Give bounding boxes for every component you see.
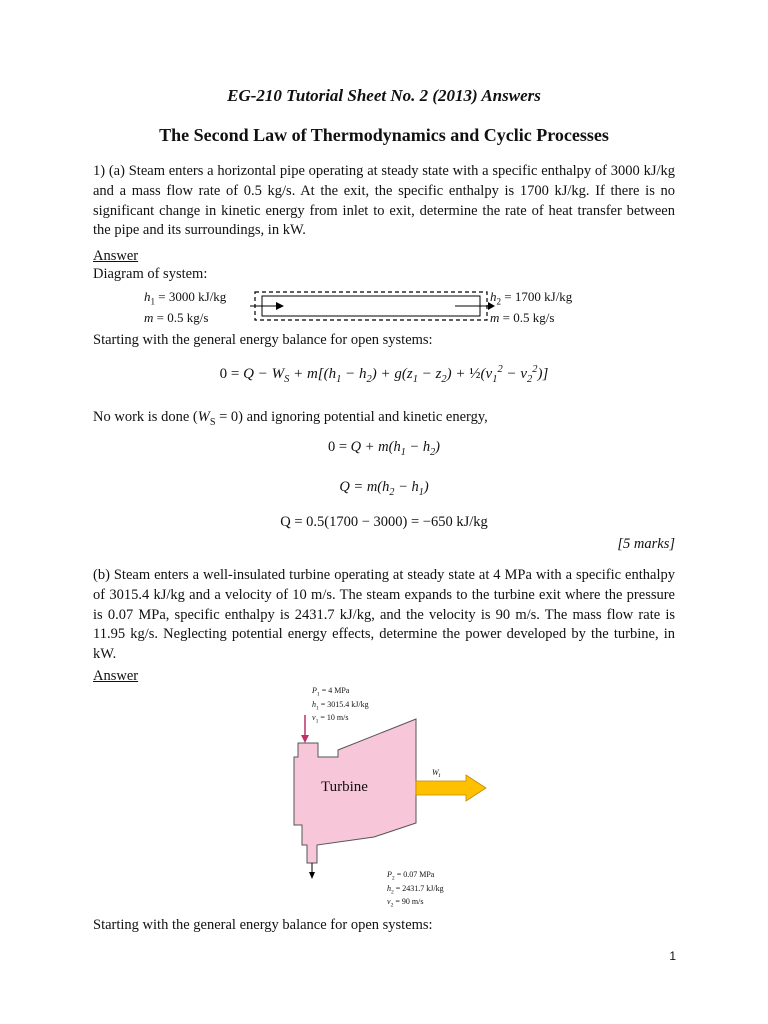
turbine-inlet-pressure: $P_1 = 4$ MPa [312,686,350,698]
equation-result: Q = 0.5(1700 − 3000) = −650 kJ/kg [280,514,488,530]
inlet-arrow-head [276,302,284,310]
question-1b: (b) Steam enters a well-insulated turbine operating at steady state at 4 MPa with a specific enthalpy of 3015.4 kJ/kg and a velocity of 10 m/s. The steam expands to the turbine exit where the pressure is 0.07 MPa, specific enthalpy is 2431.7 kJ/kg, and the velocity is 90 m/s. The mass flow rate is 11.95 kg/s. Neglecting potential energy effects, determine the power developed by the turbine, in kW. [93,567,675,663]
equation-general-energy-balance: $0 = Q - W_S + m[(h_1 - h_2) + g(z_1 - z_2)$ + $\frac{1}{2}(v_1^2 - v_2^2)$] [219,364,549,385]
pipe-outlet-massflow: m = 0.5 kg/s [490,309,555,325]
turbine-diagram [290,715,500,880]
turbine-outlet-labels [387,870,444,911]
turbine-inlet-velocity: $v_1 = 10$ m/s [312,713,349,725]
document-title: EG-210 Tutorial Sheet No. 2 (2013) Answers [227,86,541,105]
work-output-arrow [416,775,486,801]
pipe-outlet-labels [490,289,572,325]
turbine-inlet-arrow-head [301,735,309,743]
pipe-diagram [250,288,495,324]
pipe-body [262,296,480,316]
pipe-inlet-massflow: m = 0.5 kg/s [144,309,209,325]
equation-heat-rate: $Q = m(h_2 - h_1)$ [339,479,429,498]
turbine-outlet-pressure: $P_2 = 0.07$ MPa [387,870,435,882]
turbine-outlet-enthalpy: $h_2 = 2431.7$ kJ/kg [387,883,444,896]
pipe-outlet-enthalpy: $h_2 = 1700$ kJ/kg [490,289,573,307]
marks-label: [5 marks] [617,536,675,552]
energy-balance-intro-1b: Starting with the general energy balance for open systems: [93,917,433,933]
answer-label-1b: Answer [93,668,139,684]
turbine-label: Turbine [321,779,368,795]
diagram-label: Diagram of system: [93,266,208,282]
no-work-statement: No work is done $(W_S = 0)$ and ignoring potential and kinetic energy, [93,409,488,428]
turbine-inlet-enthalpy: $h_1 = 3015.4$ kJ/kg [312,699,369,712]
work-output-label: $W_t$ [432,768,441,779]
pipe-inlet-labels [144,289,226,325]
answer-label-1a: Answer [93,248,139,264]
turbine-outlet-arrow-head [309,872,315,879]
page-number: 1 [669,949,676,963]
document-subtitle: The Second Law of Thermodynamics and Cyclic Processes [159,125,609,145]
question-1a: 1) (a) Steam enters a horizontal pipe operating at steady state with a specific enthalpy of 3000 kJ/kg and a mass flow rate of 0.5 kg/s. At the exit, the specific enthalpy is 1700 kJ/kg. If there is no significant change in kinetic energy from inlet to exit, determine the rate of heat transfer between the pipe and its surroundings, in kW. [93,163,675,239]
pipe-inlet-enthalpy: $h_1 = 3000$ kJ/kg [144,289,227,307]
turbine-outlet-velocity: $v_2 = 90$ m/s [387,897,424,909]
equation-simplified: $0 = Q + m(h_1 - h_2)$ [327,439,440,458]
energy-balance-intro-1a: Starting with the general energy balance for open systems: [93,332,433,348]
